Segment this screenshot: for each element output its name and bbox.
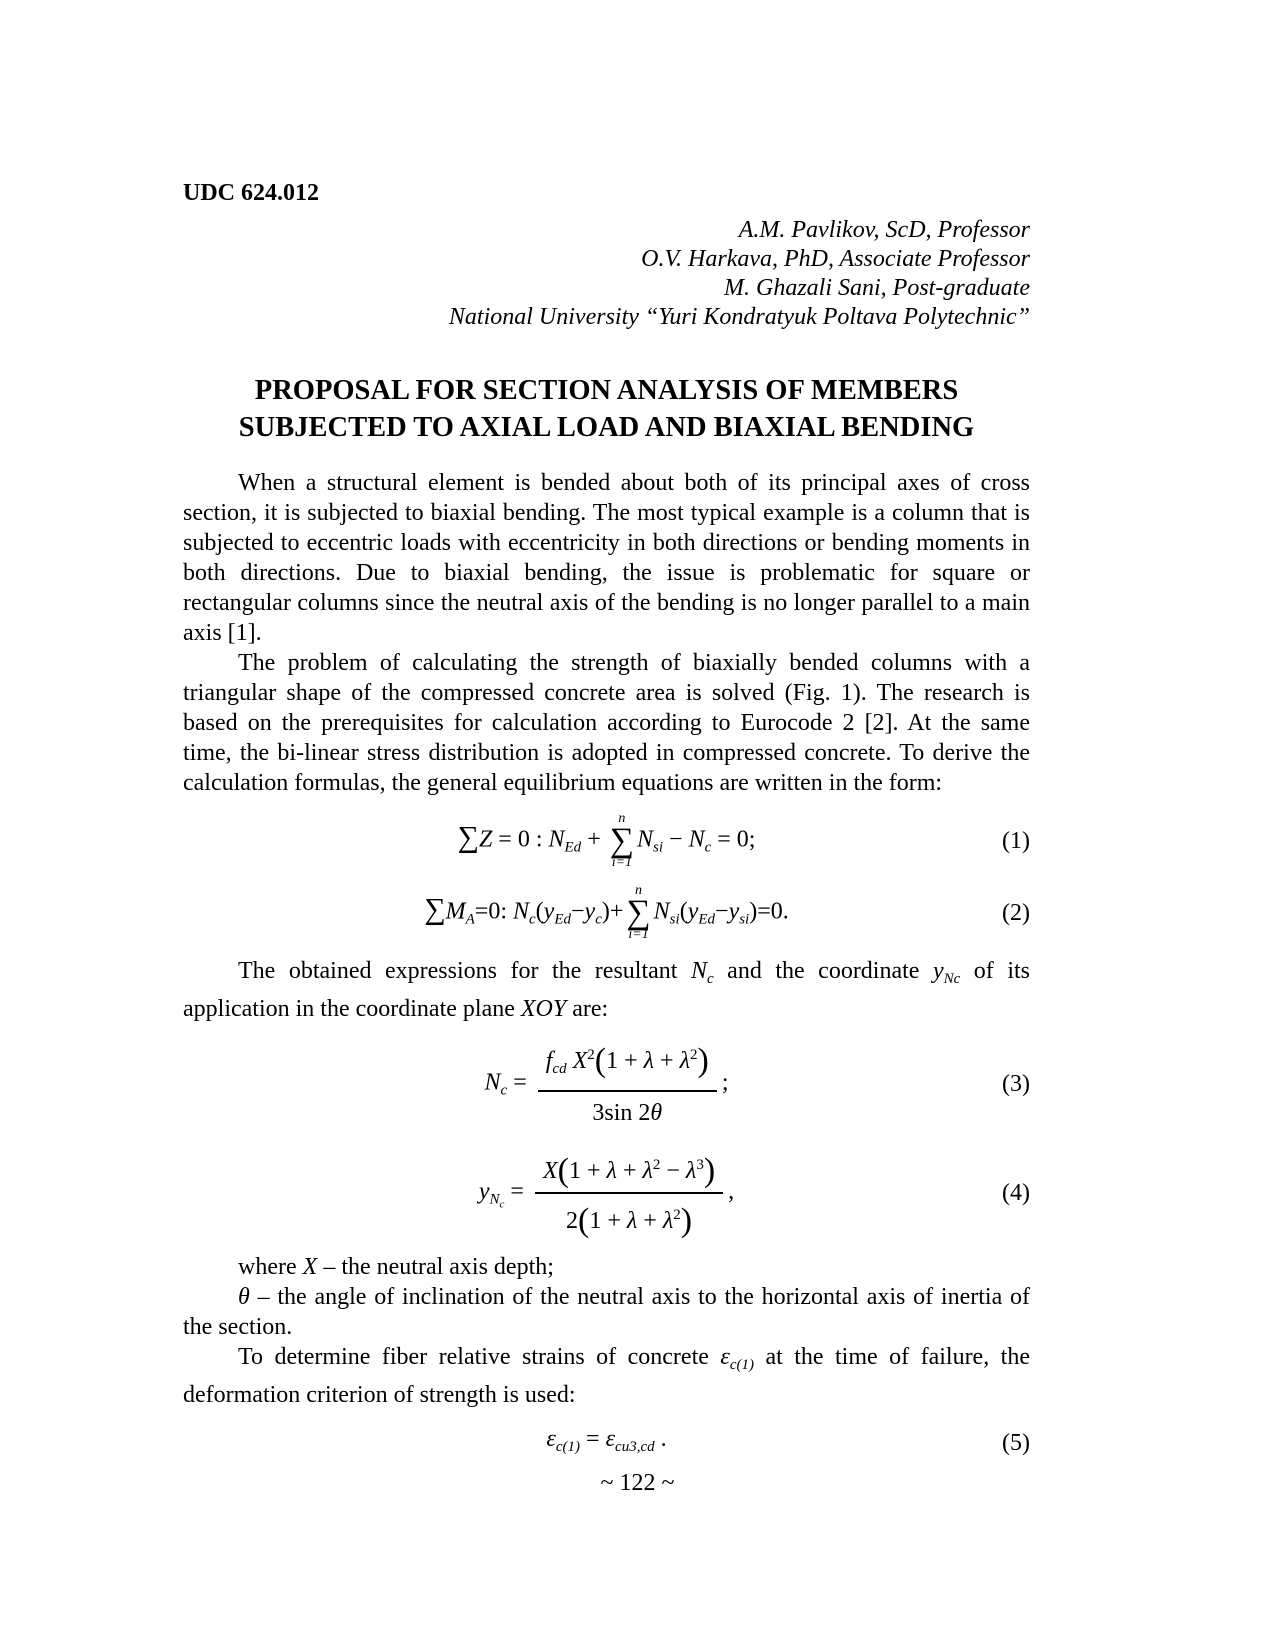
udc-number: UDC 624.012: [183, 180, 319, 206]
equation-5-content: $\varepsilon_{c(1)} = \varepsilon_{cu3,cd}$ .: [546, 1426, 667, 1455]
equation-1-content: ∑Z = 0 : $N_{Ed}$ + n ∑ i=1 $N_{si} - N_c = 0$;: [457, 811, 756, 870]
paper-title-line-2: SUBJECTED TO AXIAL LOAD AND BIAXIAL BENDING: [238, 412, 975, 443]
equation-row-4: [183, 1144, 1030, 1242]
paragraph-strain: To determine fiber relative strains of concrete $\varepsilon_{c(1)}$ at the time of failure, the deformation criterion of strength is used:: [183, 1344, 1030, 1408]
equation-row-1: [183, 812, 1030, 870]
where-x-line: where X – the neutral axis depth;: [238, 1254, 554, 1280]
equation-5-number: (5): [1002, 1430, 1030, 1456]
paper-title: [183, 372, 1030, 446]
where-theta-line: θ – the angle of inclination of the neutral axis to the horizontal axis of inertia of the section.: [183, 1284, 1030, 1340]
author-line-1: A.M. Pavlikov, ScD, Professor: [738, 217, 1030, 243]
page-number: ~ 122 ~: [600, 1470, 675, 1496]
author-line-3: M. Ghazali Sani, Post-graduate: [724, 275, 1030, 301]
author-block: [183, 216, 1030, 332]
author-line-2: O.V. Harkava, PhD, Associate Professor: [641, 246, 1030, 272]
equation-row-5: [183, 1424, 1030, 1462]
equation-3-number: (3): [1002, 1071, 1030, 1097]
equation-1-number: (1): [1002, 828, 1030, 854]
affiliation-line: National University “Yuri Kondratyuk Poltava Polytechnic”: [448, 304, 1030, 330]
equation-4-number: (4): [1002, 1180, 1030, 1206]
equation-2-content: $\sum M_A=0$: $N_c(y_{Ed}-y_c)+$ n ∑ i=1 $N_{si}(y_{Ed}-y_{si})=0$.: [424, 883, 789, 942]
paragraph-problem: The problem of calculating the strength of biaxially bended columns with a triangular shape of the compressed concrete area is solved (Fig. 1). The research is based on the prerequisites for calculation according to Eurocode 2 [2]. At the same time, the bi-linear stress distribution is adopted in compressed concrete. To derive the calculation formulas, the general equilibrium equations are written in the form:: [183, 650, 1030, 796]
equation-2-number: (2): [1002, 900, 1030, 926]
paragraph-intro: When a structural element is bended about both of its principal axes of cross section, it is subjected to biaxial bending. The most typical example is a column that is subjected to eccentric loads with eccentricity in both directions or bending moments in both directions. Due to biaxial bending, the issue is problematic for square or rectangular columns since the neutral axis of the bending is no longer parallel to a main axis [1].: [183, 470, 1030, 646]
paper-title-line-1: PROPOSAL FOR SECTION ANALYSIS OF MEMBERS: [254, 375, 959, 406]
equation-row-2: [183, 884, 1030, 942]
equation-3-content: $N_c$ = $\frac{f_{cd} X^2(1 + \lambda + \lambda^2)}{3\sin 2\theta}$ ;: [485, 1034, 729, 1134]
equation-row-3: [183, 1034, 1030, 1134]
paragraph-resultant: The obtained expressions for the resultant $N_c$ and the coordinate $y_{Nc}$ of its application in the coordinate plane XOY are:: [183, 958, 1030, 1022]
equation-4-content: $y_{Nc}$ = $\frac{X(1 + \lambda + \lambda^2 - \lambda^3)}{2(1 + \lambda + \lambda^2)}$ ,: [479, 1144, 734, 1242]
